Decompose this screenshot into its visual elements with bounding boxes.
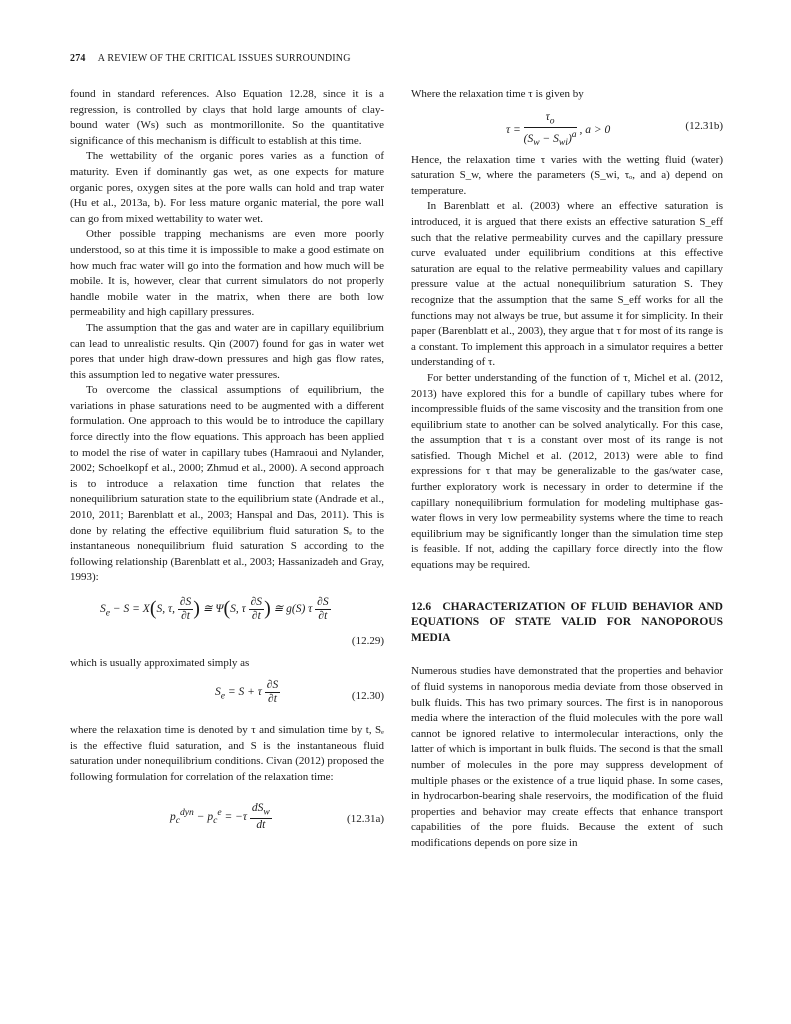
equation-number: (12.29)	[351, 635, 384, 647]
paragraph: To overcome the classical assumptions of equilibrium, the variations in phase saturations need to be augmented with a different formulation. One approach to this would be to introduce the capillary force directly into the flow equations. This approach has been applied to model the rise of water in capillary tubes (Hamraoui and Nylander, 2002; Schoelkopf et al., 2000; Zhmud et al., 2000). A second approach is to introduce a relaxation time function that relates the nonequilibrium saturation state to the equilibrium state (Andrade et al., 2010, 2011; Barenblatt et al., 2003; Hanspal and Das, 2011). This is done by relating the effective equilibrium fluid saturation Sₑ to the instantaneous nonequilibrium fluid saturation S according to the following relationship (Barenblatt et al., 2003; Hassanizadeh and Gray, 1993):	[70, 384, 384, 584]
paragraph: Where the relaxation time τ is given by	[411, 88, 584, 100]
left-column	[70, 87, 384, 842]
paragraph: For better understanding of the function of τ, Michel et al. (2012, 2013) have explored this for a bundle of capillary tubes where for incompressible fluids of the same viscosity and the transition from one equilibrium state to another can be solved analytically. For this case, the assumption that τ is a constant over most of its range is not satisfied. Though Michel et al. (2012, 2013) were able to find expressions for τ that may be generalizable to the gas/water case, further exploratory work is necessary in order to determine if the capillary nonequilibrium formulation for modeling multiphase gas-water flows in very low permeability systems where the time to reach equilibrium may be significantly longer than the simulation time step is feasible. If not, adding the capillary force directly into the flow equations may be required.	[411, 371, 723, 572]
equation-12-30: $S_e = S + \tau$ $\frac{\partial S}{\partial t}$ (12.30)	[215, 679, 384, 706]
equation-number: (12.31b)	[685, 119, 723, 132]
paragraph: Numerous studies have demonstrated that the properties and behavior of fluid systems in nanoporous media deviate from those observed in bulk fluids. This has two primary sources. The first is in nanoporous media where the interaction of the fluid molecules with the pore wall cannot be ignored relative to intermolecular interactions, only the latter of which is important in bulk fluids. The second is that the small number of molecules in the pore may suppress development of multiple phases or the existence of a true liquid phase. In some cases, in hydrocarbon-bearing shale reservoirs, the modification of the fluid properties and behavior may create effects that enhance transport capabilities of the pore fluids. Because the extent of such modifications depends on pore size in	[411, 665, 723, 849]
equation-12-29: $S_e - S = X(S$, τ, $\frac{\partial S}{\partial t}$ ) ≅ Ψ(S, τ $\frac{\partial S}{\partial t}$ ) ≅ g(S) τ $\frac{\partial S}{\partial t}$	[100, 596, 329, 622]
paragraph: Other possible trapping mechanisms are even more poorly understood, so at this time it is impossible to make a good estimate on how much frac water will go into the formation and how much will be mobile. It is, however, clear that current simulators do not properly handle mobile water in the matrix, when there are both low permeability and high capillary pressures.	[70, 228, 384, 319]
right-column	[411, 87, 723, 852]
section-heading	[411, 600, 723, 647]
running-header	[70, 53, 351, 64]
section-number: 12.6	[411, 600, 432, 613]
page-number: 274	[70, 53, 86, 64]
paragraph: which is usually approximated simply as	[70, 656, 250, 669]
equation-12-31b: τ = $\frac{\tau_o}{(S_w - S_{wi})^a}$ , a > 0 (12.31b)	[506, 110, 723, 149]
section-title: CHARACTERIZATION OF FLUID BEHAVIOR AND EQUATIONS OF STATE VALID FOR NANOPOROUS MEDIA	[411, 600, 723, 644]
paragraph: Hence, the relaxation time τ varies with the wetting fluid (water) saturation S_w, where the parameters (S_wi, τₒ, and a) depend on temperature.	[411, 153, 723, 197]
equation-number: (12.30)	[351, 690, 384, 703]
paragraph: where the relaxation time is denoted by τ and simulation time by t, Sₑ is the effective fluid saturation, and S is the instantaneous fluid saturation under nonequilibrium conditions. Civan (2012) proposed the following formulation for correlation of the relaxation time:	[70, 724, 384, 783]
equation-12-31a: $p_c^{dyn} - p_c^e = -\tau$ $\frac{dS_w}{dt}$ (12.31a)	[170, 801, 384, 831]
running-title: A REVIEW OF THE CRITICAL ISSUES SURROUNDING	[97, 53, 351, 64]
equation-number: (12.31a)	[347, 812, 384, 825]
paragraph: The wettability of the organic pores varies as a function of maturity. Even if dominantly gas wet, as one expects for mature organic pores, oxygen sites at the pore walls can hold and trap water (Hu et al., 2013a, b). For less mature organic material, the pore wall can go from mixed wettability to water wet.	[70, 150, 384, 225]
paragraph: found in standard references. Also Equation 12.28, since it is a regression, is controlled by clays that hold large amounts of clay-bound water (Ws) such as montmorillonite. So the quantitative significance of this mechanism is difficult to establish at this time.	[70, 88, 384, 147]
paragraph: The assumption that the gas and water are in capillary equilibrium can lead to unrealistic results. Qin (2007) found for gas in water wet pores that under high draw-down pressures and high gas flow rates, this assumption led to negative water pressures.	[70, 321, 384, 381]
paragraph: In Barenblatt et al. (2003) where an effective saturation is introduced, it is argued that there exists an effective saturation S_eff such that the relative permeability curves and the capillary pressure curve evaluated under equilibrium conditions at this effective saturation are equal to the relative permeability values and capillary pressure value at the actual nonequilibrium saturation S. They recognize that the assumption that the same S_eff works for all the functions may not always be true, but assume it for simplicity. In their paper (Barenblatt et al., 2003), they argue that τ for most of its range is a constant. To implement this approach in a simulator requires a better understanding of τ.	[411, 200, 723, 369]
